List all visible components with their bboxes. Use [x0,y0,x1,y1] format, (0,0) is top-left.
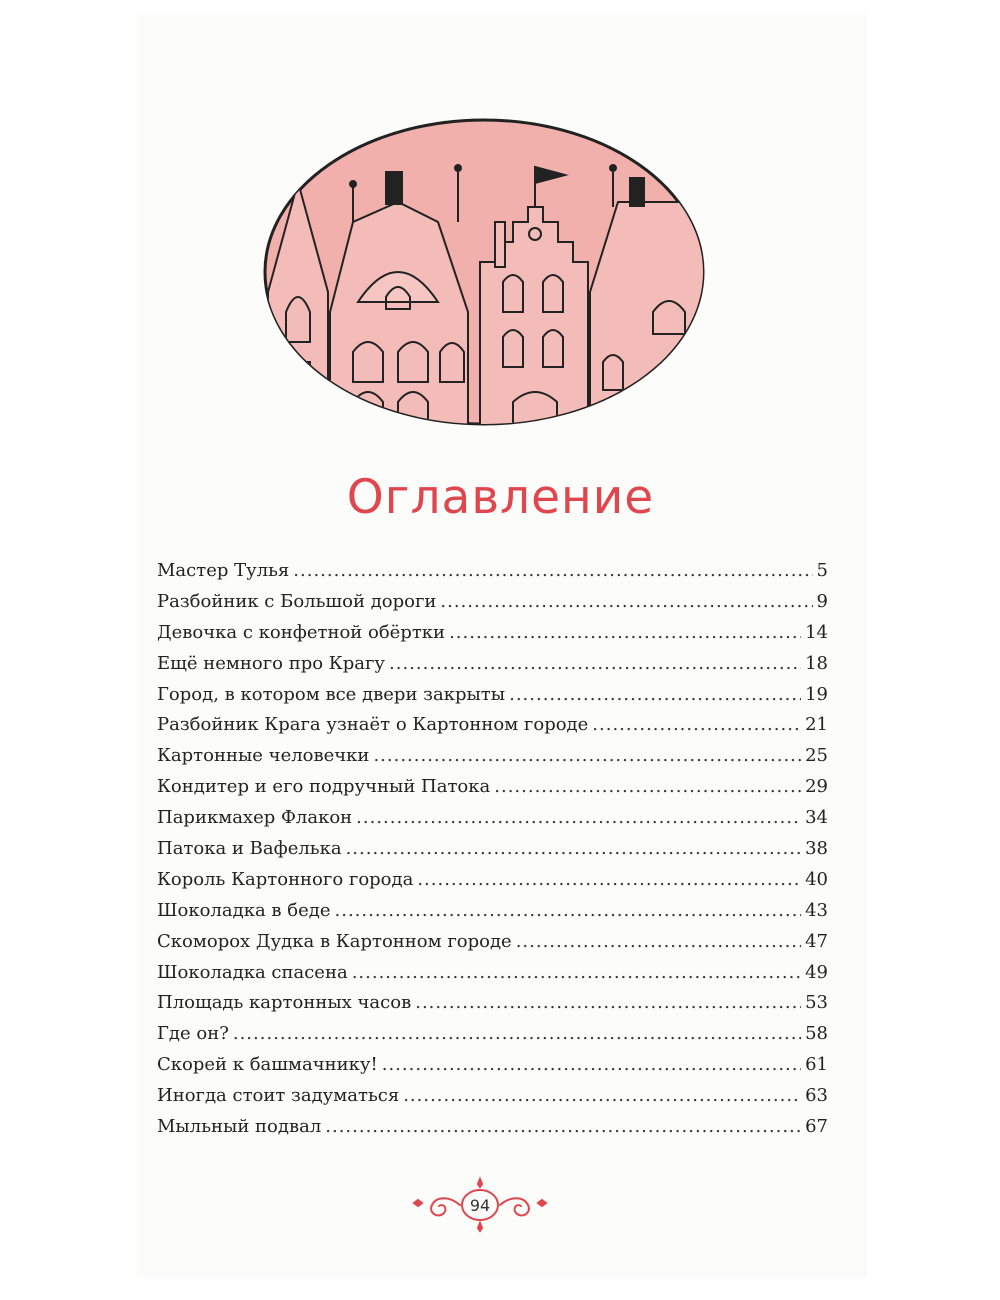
dot-leader [449,622,801,643]
dot-leader [509,684,801,705]
toc-entry [157,714,828,745]
dot-leader [373,745,801,766]
dot-leader [293,560,812,581]
toc-page: 53 [805,992,828,1014]
toc-title: Кондитер и его подручный Патока [157,776,491,798]
toc-entry [157,1054,828,1085]
toc-entry [157,1085,828,1116]
toc-page: 49 [805,961,828,983]
toc-page: 18 [805,652,828,674]
toc-entry [157,900,828,931]
toc-title: Разбойник Крага узнаёт о Картонном городе [157,714,589,736]
dot-leader [356,807,801,828]
toc-page: 21 [805,714,828,736]
toc-page: 58 [805,1023,828,1045]
toc-page: 5 [816,560,828,581]
toc-page: 40 [805,868,828,890]
toc-title: Город, в котором все двери закрыты [157,683,506,705]
toc-title: Шоколадка спасена [157,961,348,983]
page-number: 94 [469,1196,491,1215]
dot-leader [233,1023,801,1044]
dot-leader [346,838,802,859]
toc-page: 19 [805,683,828,705]
toc-title: Картонные человечки [157,745,370,767]
toc-entry [157,931,828,962]
dot-leader [335,900,802,921]
toc-entry [157,560,828,591]
toc-title: Скорей к башмачнику! [157,1054,378,1076]
toc-page: 25 [805,745,828,767]
dot-leader [417,869,801,890]
toc-entry [157,869,828,900]
toc-entry [157,1023,828,1054]
toc-entry [157,684,828,715]
dot-leader [494,776,801,797]
toc-entry [157,962,828,993]
toc-title: Мыльный подвал [157,1116,322,1138]
town-houses-illustration [258,112,710,430]
toc-page: 9 [816,590,828,612]
toc-page: 67 [805,1116,828,1138]
toc-title: Шоколадка в беде [157,899,331,921]
toc-title: Ещё немного про Крагу [157,652,386,674]
toc-entry [157,776,828,807]
toc-page: 38 [805,838,828,860]
toc-entry [157,591,828,622]
toc-title: Иногда стоит задуматься [157,1085,400,1107]
toc-entry [157,622,828,653]
toc-page: 14 [805,621,828,643]
dot-leader [382,1054,801,1075]
toc-page: 61 [805,1054,828,1076]
page-title: Оглавление [346,470,655,525]
dot-leader [389,653,801,674]
table-of-contents [157,560,828,1147]
toc-entry [157,1116,828,1147]
page-number-ornament [410,1175,550,1235]
dot-leader [516,931,801,952]
dot-leader [440,591,812,612]
toc-page: 29 [805,776,828,798]
dot-leader [592,714,801,735]
toc-page: 47 [805,930,828,952]
toc-entry [157,838,828,869]
toc-title: Король Картонного города [157,868,414,890]
toc-title: Мастер Тулья [157,560,290,581]
dot-leader [403,1085,801,1106]
toc-page: 34 [805,807,828,829]
toc-title: Патока и Вафелька [157,838,342,860]
toc-entry [157,745,828,776]
toc-page: 43 [805,899,828,921]
toc-entry [157,992,828,1023]
dot-leader [325,1116,801,1137]
toc-entry [157,807,828,838]
toc-title: Девочка с конфетной обёртки [157,621,446,643]
dot-leader [352,962,801,983]
dot-leader [415,992,801,1013]
toc-title: Разбойник с Большой дороги [157,590,437,612]
toc-title: Где он? [157,1023,229,1045]
toc-title: Скоморох Дудка в Картонном городе [157,930,512,952]
toc-title: Площадь картонных часов [157,992,412,1014]
toc-page: 63 [805,1085,828,1107]
toc-entry [157,653,828,684]
toc-title: Парикмахер Флакон [157,807,353,829]
